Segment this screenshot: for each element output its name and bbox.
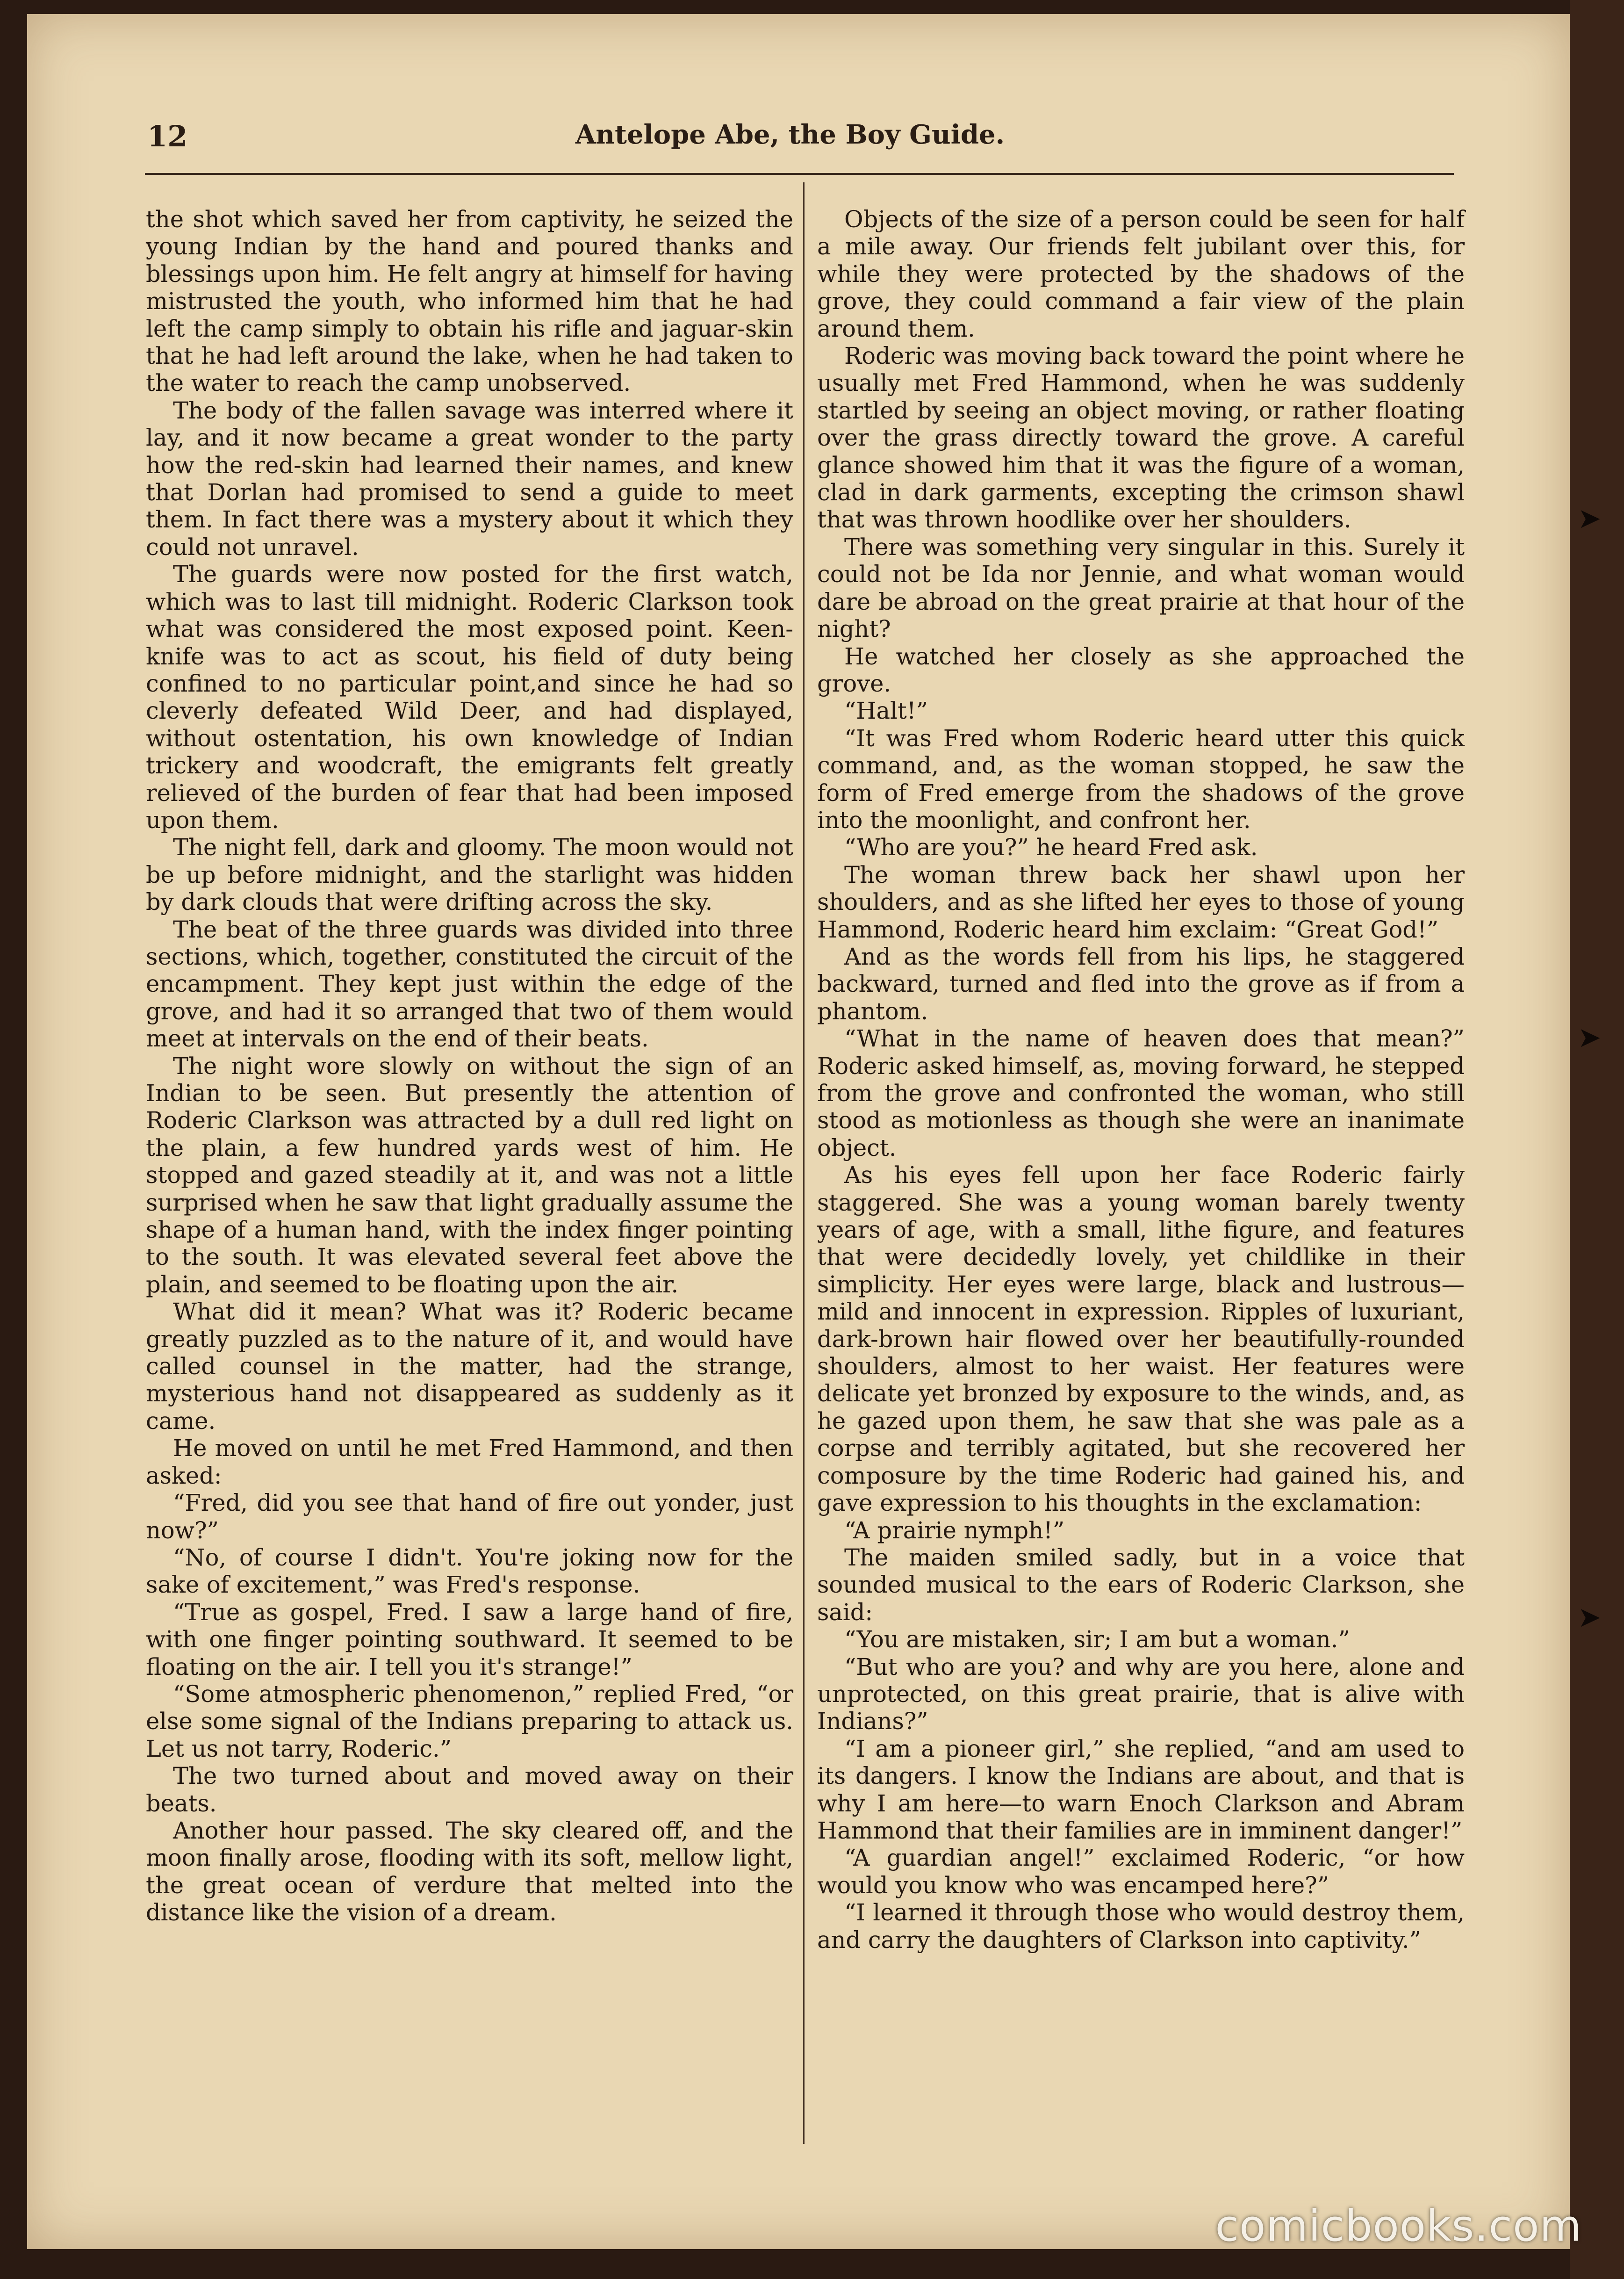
paragraph: “But who are you? and why are you here, alone and unprotected, on this great prairie, that is alive with Indians?” xyxy=(817,1653,1465,1735)
paragraph: “No, of course I didn't. You're joking now for the sake of excitement,” was Fred's response. xyxy=(146,1543,793,1599)
paragraph: “Who are you?” he heard Fred ask. xyxy=(844,834,1258,861)
watermark-text: comicbooks.com xyxy=(1215,2201,1582,2251)
staple-mark: ➤ xyxy=(1578,502,1602,535)
paragraph: The two turned about and moved away on their beats. xyxy=(146,1762,793,1817)
paragraph: “What in the name of heaven does that mean?” Roderic asked himself, as, moving forward, he stepped from the grove and confronted the woman, who still stood as motionless as though she were an inanimate object. xyxy=(817,1025,1465,1161)
paragraph: “It was Fred whom Roderic heard utter this quick command, and, as the woman stopped, he saw the form of Fred emerge from the shadows of the grove into the moonlight, and confront her. xyxy=(817,724,1465,834)
paragraph: He moved on until he met Fred Hammond, and then asked: xyxy=(146,1435,793,1489)
paragraph: “You are mistaken, sir; I am but a woman.” xyxy=(844,1626,1350,1653)
paragraph: Roderic was moving back toward the point where he usually met Fred Hammond, when he was suddenly startled by seeing an object moving, or rather floating over the grass directly toward the grove. A careful glance showed him that it was the figure of a woman, clad in dark garments, excepting the crimson shawl that was thrown hoodlike over her shoulders. xyxy=(817,342,1465,534)
paragraph: The guards were now posted for the first watch, which was to last till midnight. Roderic Clarkson took what was considered the most exposed point. Keen-knife was to act as scout, his field of duty being confined to no particular point,and since he had so cleverly defeated Wild Deer, and had displayed, without ostentation, his own knowledge of Indian trickery and woodcraft, the emigrants felt greatly relieved of the burden of fear that had been imposed upon them. xyxy=(146,561,793,834)
paragraph: The night wore slowly on without the sign of an Indian to be seen. But presently the attention of Roderic Clarkson was attracted by a dull red light on the plain, a few hundred yards west of him. He stopped and gazed steadily at it, and was not a little surprised when he saw that light gradually assume the shape of a human hand, with the index finger pointing to the south. It was elevated several feet above the plain, and seemed to be floating upon the air. xyxy=(146,1052,793,1298)
running-title: Antelope Abe, the Boy Guide. xyxy=(575,119,1005,150)
paragraph: There was something very singular in this. Surely it could not be Ida nor Jennie, and what woman would dare be abroad on the great prairie at that hour of the night? xyxy=(817,533,1465,643)
paragraph: “True as gospel, Fred. I saw a large hand of fire, with one finger pointing southward. It seemed to be floating on the air. I tell you it's strange!” xyxy=(146,1598,793,1680)
paragraph: The woman threw back her shawl upon her shoulders, and as she lifted her eyes to those of young Hammond, Roderic heard him exclaim: “Great God!” xyxy=(817,861,1465,943)
right-column xyxy=(817,206,1465,1954)
paragraph: The beat of the three guards was divided into three sections, which, together, constituted the circuit of the encampment. They kept just within the edge of the grove, and had it so arranged that two of them would meet at intervals on the end of their beats. xyxy=(146,916,793,1053)
paragraph: “Fred, did you see that hand of fire out yonder, just now?” xyxy=(146,1489,793,1544)
paragraph: the shot which saved her from captivity, he seized the young Indian by the hand and poured thanks and blessings upon him. He felt angry at himself for having mistrusted the youth, who informed him that he had left the camp simply to obtain his rifle and jaguar-skin that he had left around the lake, when he had taken to the water to reach the camp unobserved. xyxy=(146,206,793,397)
paragraph: What did it mean? What was it? Roderic became greatly puzzled as to the nature of it, and would have called counsel in the matter, had the strange, mysterious hand not disappeared as suddenly as it came. xyxy=(146,1298,793,1435)
header-rule xyxy=(145,173,1454,175)
paragraph: The body of the fallen savage was interred where it lay, and it now became a great wonder to the party how the red-skin had learned their names, and knew that Dorlan had promised to send a guide to meet them. In fact there was a mystery about it which they could not unravel. xyxy=(146,397,793,561)
paragraph: “A prairie nymph!” xyxy=(844,1516,1065,1544)
page-number: 12 xyxy=(147,119,188,153)
paragraph: “Some atmospheric phenomenon,” replied Fred, “or else some signal of the Indians preparing to attack us. Let us not tarry, Roderic.” xyxy=(146,1680,793,1762)
paragraph: The maiden smiled sadly, but in a voice that sounded musical to the ears of Roderic Clarkson, she said: xyxy=(817,1543,1465,1626)
staple-mark: ➤ xyxy=(1578,1601,1602,1634)
paragraph: The night fell, dark and gloomy. The moon would not be up before midnight, and the starlight was hidden by dark clouds that were drifting across the sky. xyxy=(146,834,793,916)
binding-gutter xyxy=(1570,0,1624,2279)
paragraph: “Halt!” xyxy=(844,697,928,725)
page-header xyxy=(108,119,1473,161)
paragraph: “I am a pioneer girl,” she replied, “and am used to its dangers. I know the Indians are about, and that is why I am here—to warn Enoch Clarkson and Abram Hammond that their families are in imminent danger!” xyxy=(817,1735,1465,1844)
paragraph: As his eyes fell upon her face Roderic fairly staggered. She was a young woman barely twenty years of age, with a small, lithe figure, and features that were decidedly lovely, yet childlike in their simplicity. Her eyes were large, black and lustrous—mild and innocent in expression. Ripples of luxuriant, dark-brown hair flowed over her beautifully-rounded shoulders, almost to her waist. Her features were delicate yet bronzed by exposure to the winds, and, as he gazed upon them, he saw that she was pale as a corpse and terribly agitated, but she recovered her composure by the time Roderic had gained his, and gave expression to his thoughts in the exclamation: xyxy=(817,1161,1465,1517)
paragraph: “A guardian angel!” exclaimed Roderic, “or how would you know who was encamped here?” xyxy=(817,1844,1465,1899)
left-column xyxy=(146,206,793,1926)
paragraph: Objects of the size of a person could be seen for half a mile away. Our friends felt jubilant over this, for while they were protected by the shadows of the grove, they could command a fair view of the plain around them. xyxy=(817,206,1465,342)
staple-mark: ➤ xyxy=(1578,1021,1602,1054)
paragraph: Another hour passed. The sky cleared off, and the moon finally arose, flooding with its soft, mellow light, the great ocean of verdure that melted into the distance like the vision of a dream. xyxy=(146,1817,793,1926)
paragraph: And as the words fell from his lips, he staggered backward, turned and fled into the grove as if from a phantom. xyxy=(817,943,1465,1025)
paragraph: He watched her closely as she approached the grove. xyxy=(817,642,1465,697)
paragraph: “I learned it through those who would destroy them, and carry the daughters of Clarkson into captivity.” xyxy=(817,1899,1465,1954)
column-divider xyxy=(803,182,805,2144)
